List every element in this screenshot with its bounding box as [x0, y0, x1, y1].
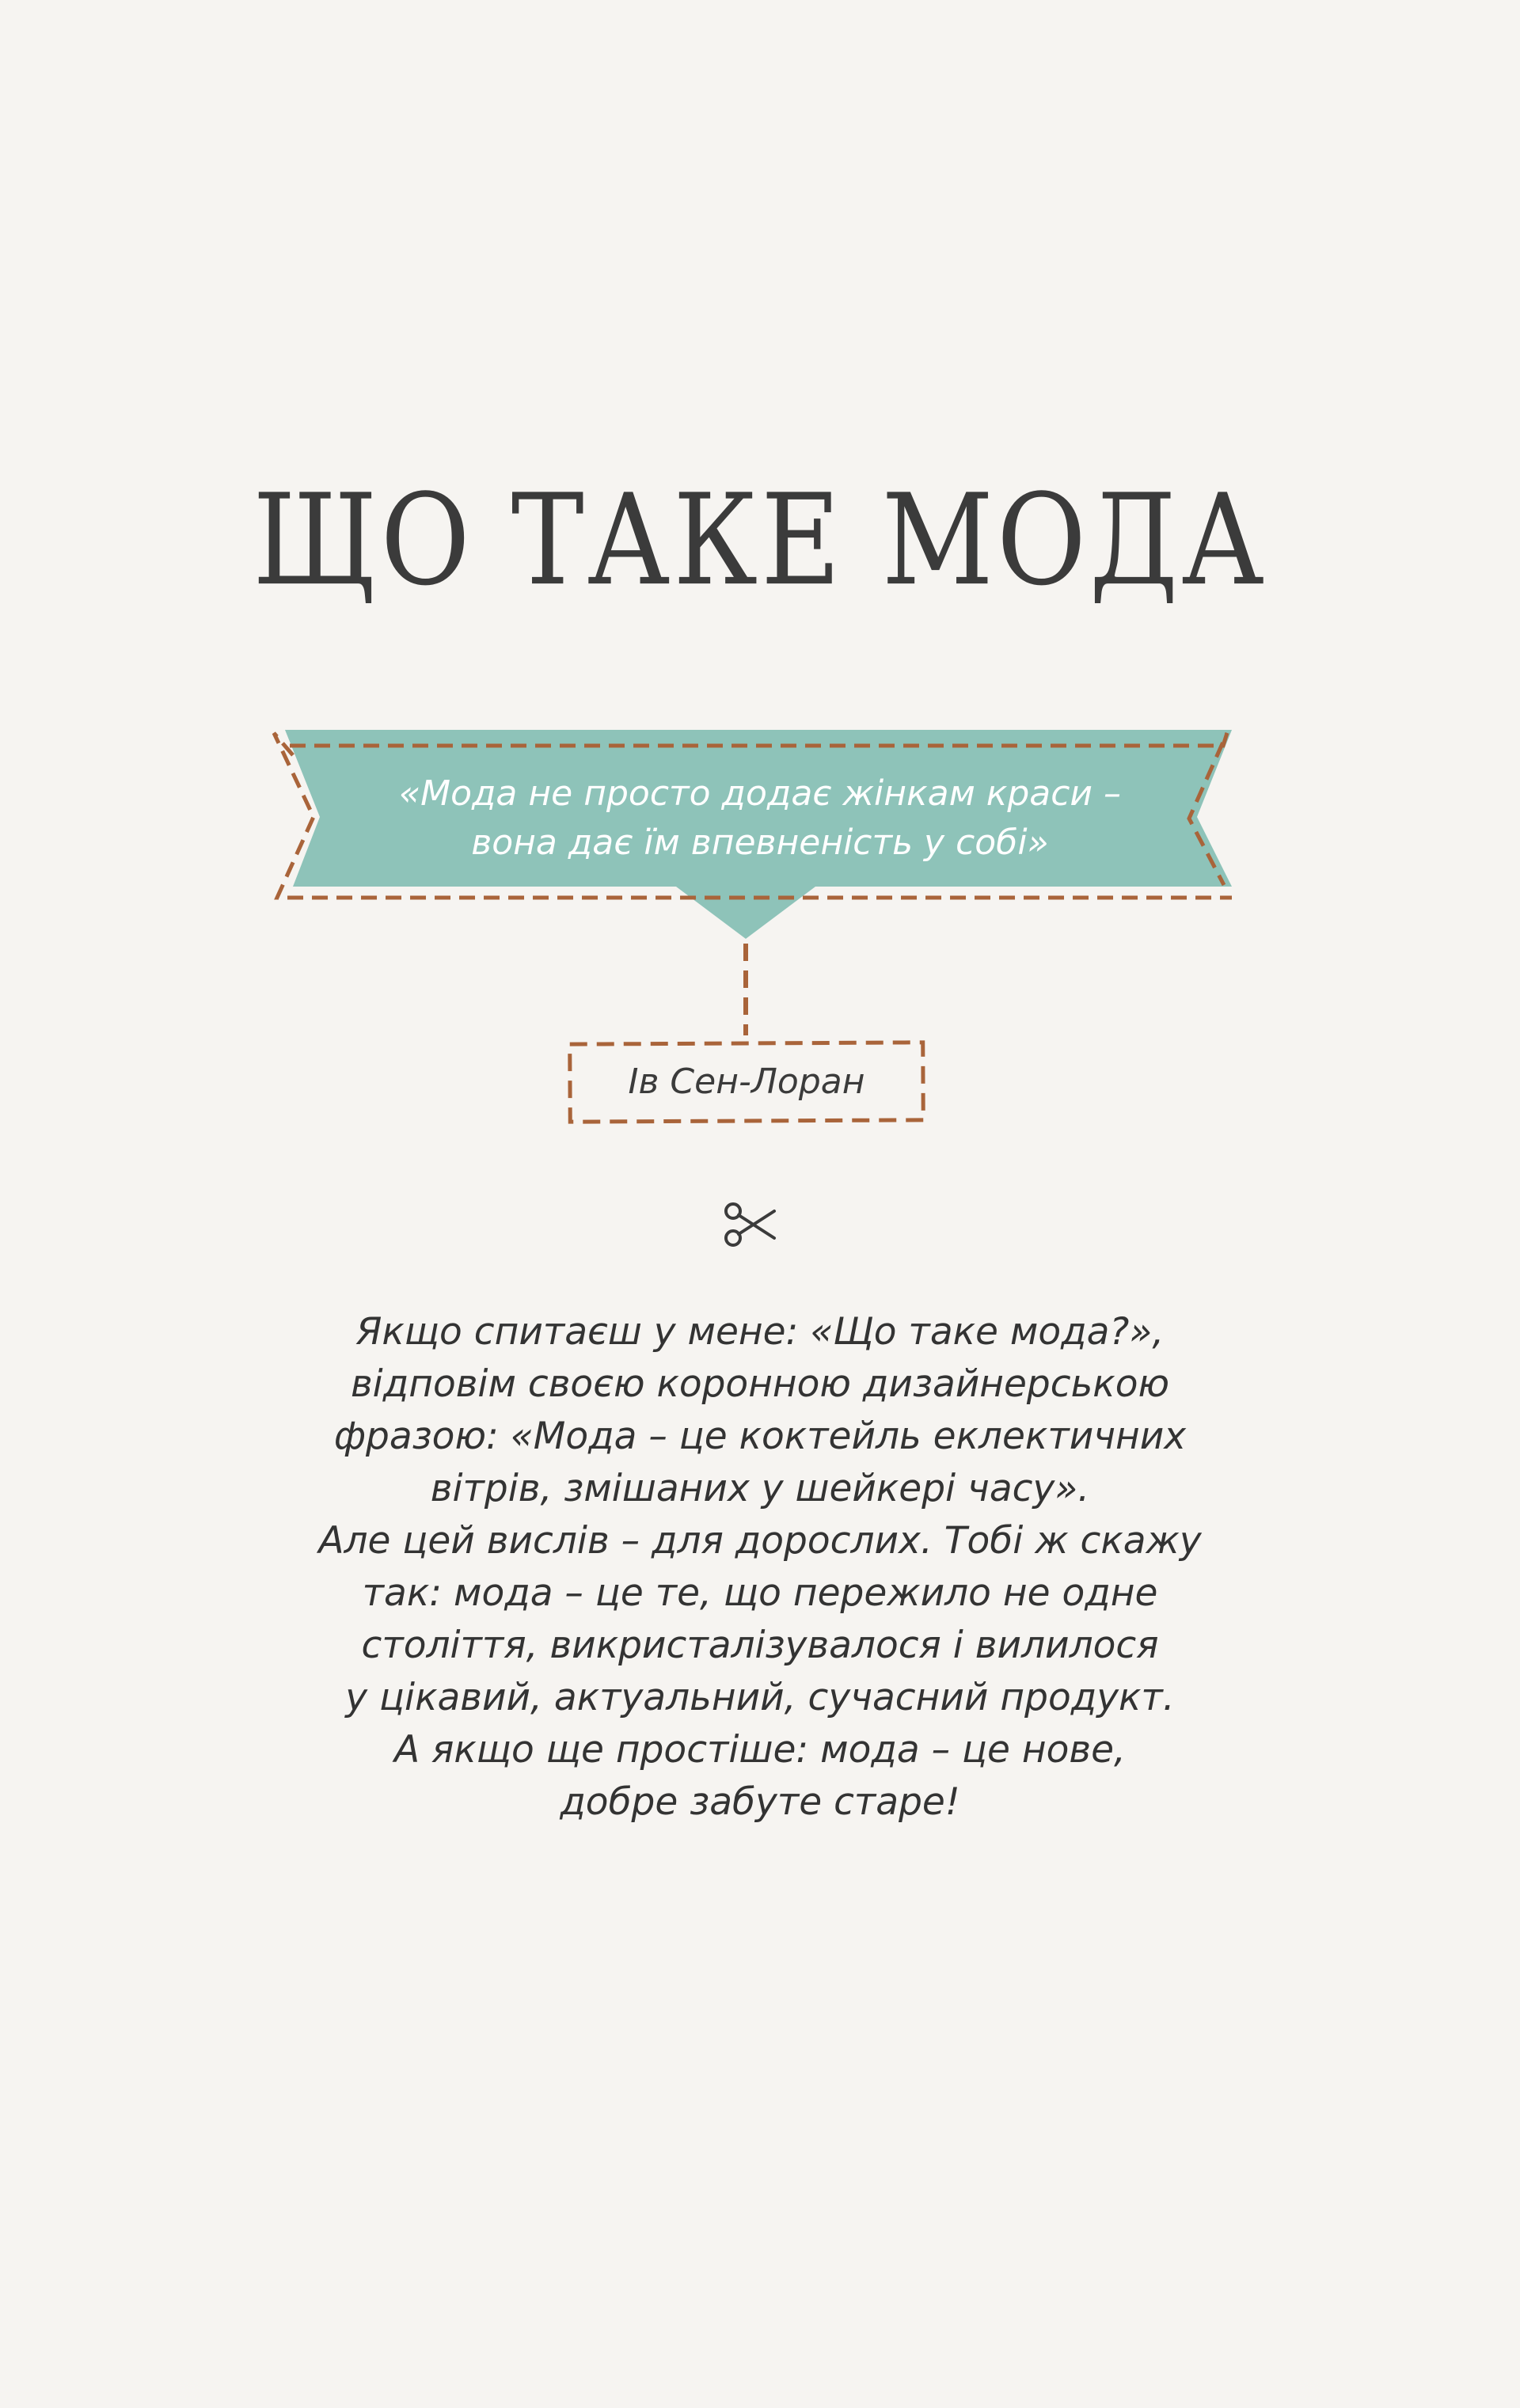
body-line: століття, викристалізувалося і вилилося — [361, 1624, 1159, 1667]
body-line: у цікавий, актуальний, сучасний продукт. — [345, 1676, 1175, 1719]
body-line: відповім своєю коронною дизайнерською — [350, 1362, 1170, 1406]
body-line: фразою: «Мода – це коктейль еклектичних — [333, 1415, 1187, 1458]
scissors-icon — [722, 1200, 779, 1249]
body-line: вітрів, змішаних у шейкері часу». — [430, 1467, 1090, 1510]
quote-line: вона дає їм впевненість у собі» — [471, 822, 1049, 863]
body-line: добре забуте старе! — [560, 1780, 960, 1824]
quote-text — [332, 769, 1188, 868]
body-line: А якщо ще простіше: мода – це нове, — [394, 1728, 1126, 1772]
body-line: так: мода – це те, що пережило не одне — [362, 1571, 1158, 1615]
body-paragraph — [206, 1306, 1314, 1829]
quote-author: Ів Сен-Лоран — [628, 1062, 865, 1102]
page-title: ЩО ТАКЕ МОДА — [253, 466, 1267, 614]
body-line: Але цей вислів – для дорослих. Тобі ж скажу — [318, 1519, 1202, 1563]
body-line: Якщо спитаєш у мене: «Що таке мода?», — [355, 1310, 1165, 1354]
quote-line: «Мода не просто додає жінкам краси – — [398, 773, 1122, 814]
